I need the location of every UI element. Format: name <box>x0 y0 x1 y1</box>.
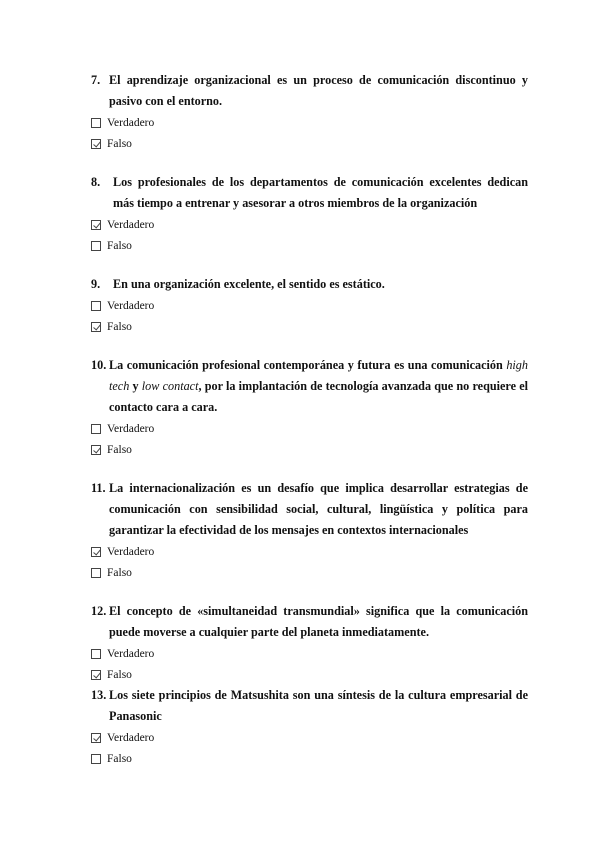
checkbox-icon[interactable] <box>91 649 101 659</box>
option-falso[interactable]: Falso <box>91 133 528 154</box>
checkbox-icon[interactable] <box>91 424 101 434</box>
checked-checkbox-icon[interactable] <box>91 139 101 149</box>
question-text: El aprendizaje organizacional es un proceso de comunicación discontinuo y pasivo con el entorno. <box>109 73 528 108</box>
checkbox-icon[interactable] <box>91 118 101 128</box>
checked-checkbox-icon[interactable] <box>91 547 101 557</box>
question-number: 13. <box>91 688 107 702</box>
checked-checkbox-icon[interactable] <box>91 445 101 455</box>
question-12 <box>91 601 528 685</box>
question-9 <box>91 274 528 337</box>
option-verdadero[interactable]: Verdadero <box>91 214 528 235</box>
checked-checkbox-icon[interactable] <box>91 322 101 332</box>
option-falso[interactable]: Falso <box>91 316 528 337</box>
option-verdadero[interactable]: Verdadero <box>91 112 528 133</box>
option-falso[interactable]: Falso <box>91 235 528 256</box>
checked-checkbox-icon[interactable] <box>91 670 101 680</box>
option-verdadero[interactable]: Verdadero <box>91 727 528 748</box>
question-10 <box>91 355 528 460</box>
option-verdadero[interactable]: Verdadero <box>91 295 528 316</box>
option-falso[interactable]: Falso <box>91 562 528 583</box>
checkbox-icon[interactable] <box>91 241 101 251</box>
checked-checkbox-icon[interactable] <box>91 733 101 743</box>
option-falso[interactable]: Falso <box>91 748 528 769</box>
question-number: 12. <box>91 604 107 618</box>
italic-term-high-tech: high tech <box>109 358 528 393</box>
question-text: El concepto de «simultaneidad transmundial» significa que la comunicación puede moverse a cualquier parte del planeta inmediatamente. <box>109 604 528 639</box>
question-13 <box>91 685 528 769</box>
question-number: 9. <box>91 277 101 291</box>
question-number: 11. <box>91 481 106 495</box>
question-number: 7. <box>91 73 101 87</box>
question-7 <box>91 70 528 154</box>
question-text: La comunicación profesional contemporánea y futura es una comunicación high tech y low contact, por la implantación de tecnología avanzada que no requiere el contacto cara a cara. <box>109 358 529 414</box>
option-verdadero[interactable]: Verdadero <box>91 541 528 562</box>
question-text: La internacionalización es un desafío que implica desarrollar estrategias de comunicación con sensibilidad social, cultural, lingüística y política para garantizar la efectividad de los mensajes en contextos internacionales <box>109 481 528 537</box>
question-text: Los profesionales de los departamentos de comunicación excelentes dedican más tiempo a entrenar y asesorar a otros miembros de la organización <box>113 175 528 210</box>
checked-checkbox-icon[interactable] <box>91 220 101 230</box>
option-falso[interactable]: Falso <box>91 664 528 685</box>
checkbox-icon[interactable] <box>91 754 101 764</box>
question-8 <box>91 172 528 256</box>
question-number: 8. <box>91 175 101 189</box>
checkbox-icon[interactable] <box>91 301 101 311</box>
italic-term-low-contact: low contact <box>141 379 199 393</box>
question-number: 10. <box>91 358 107 372</box>
option-verdadero[interactable]: Verdadero <box>91 643 528 664</box>
option-verdadero[interactable]: Verdadero <box>91 418 528 439</box>
option-falso[interactable]: Falso <box>91 439 528 460</box>
question-text: En una organización excelente, el sentido es estático. <box>113 277 385 291</box>
question-text: Los siete principios de Matsushita son una síntesis de la cultura empresarial de Panasonic <box>109 688 528 723</box>
question-11 <box>91 478 528 583</box>
checkbox-icon[interactable] <box>91 568 101 578</box>
